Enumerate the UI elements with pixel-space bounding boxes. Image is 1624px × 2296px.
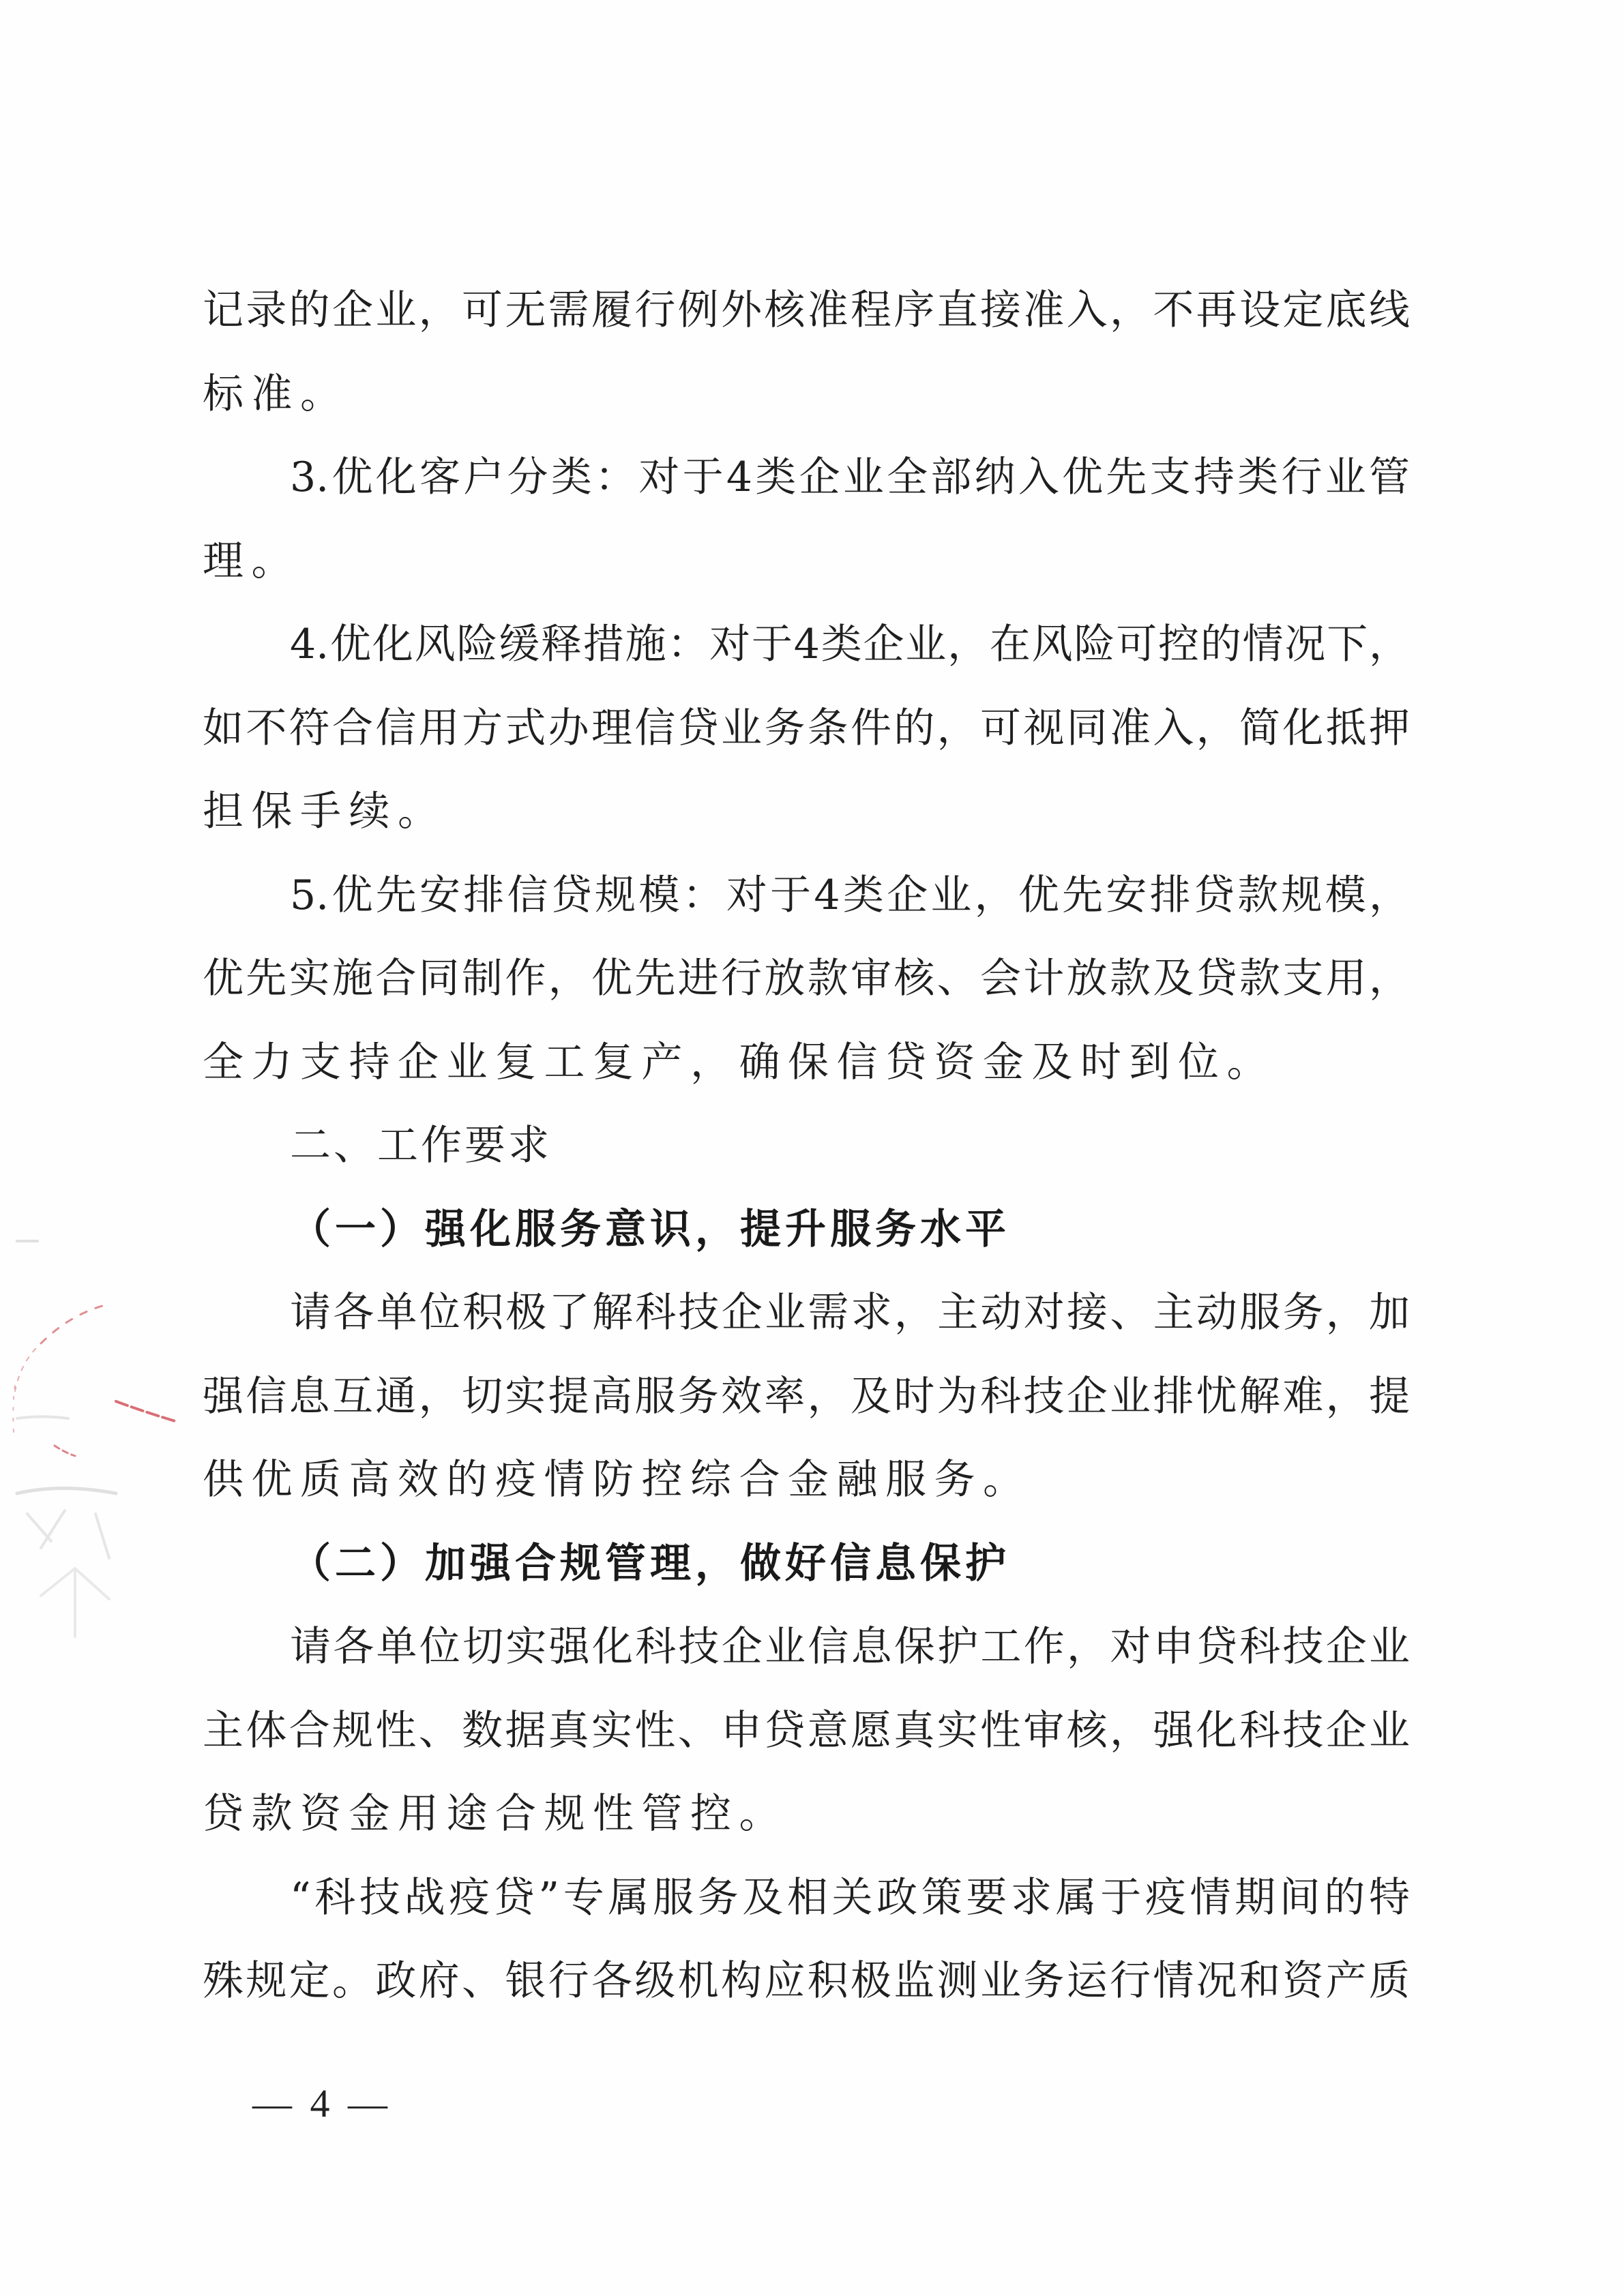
section-heading: 二、工作要求 [290,1122,552,1169]
paragraph-line: 供优质高效的疫情防控综合金融服务。 [203,1456,1032,1504]
paragraph-line: 全力支持企业复工复产，确保信贷资金及时到位。 [203,1038,1275,1086]
paragraph-line: 理。 [203,537,300,585]
paragraph-line: 标准。 [203,370,349,418]
paragraph-line: 4.优化风险缓释措施：对于4类企业，在风险可控的情况下， [290,621,1410,668]
paragraph-line: 优先实施合同制作，优先进行放款审核、会计放款及贷款支用， [203,955,1410,1002]
paragraph-line: 请各单位切实强化科技企业信息保护工作，对申贷科技企业 [290,1623,1410,1671]
seal-stamp-icon [0,1214,225,1828]
paragraph-line: 记录的企业，可无需履行例外核准程序直接准入，不再设定底线 [203,286,1410,334]
paragraph-line: 3.优化客户分类：对于4类企业全部纳入优先支持类行业管 [290,453,1410,501]
paragraph-line: 贷款资金用途合规性管控。 [203,1790,788,1838]
paragraph-line: 主体合规性、数据真实性、申贷意愿真实性审核，强化科技企业 [203,1706,1410,1755]
paragraph-line: “科技战疫贷”专属服务及相关政策要求属于疫情期间的特 [290,1873,1410,1922]
paragraph-line: 如不符合信用方式办理信贷业务条件的，可视同准入，简化抵押 [203,704,1410,752]
paragraph-line: 强信息互通，切实提高服务效率，及时为科技企业排忧解难，提 [203,1372,1410,1420]
paragraph-line: 请各单位积极了解科技企业需求，主动对接、主动服务，加 [290,1289,1410,1337]
subsection-heading: （二）加强合规管理，做好信息保护 [290,1539,1010,1587]
paragraph-line: 5.优先安排信贷规模：对于4类企业，优先安排贷款规模， [290,871,1410,919]
page-number: — 4 — [252,2081,392,2126]
subsection-heading: （一）强化服务意识，提升服务水平 [290,1205,1010,1253]
paragraph-line: 担保手续。 [203,788,447,835]
paragraph-line: 殊规定。政府、银行各级机构应积极监测业务运行情况和资产质 [203,1957,1410,2005]
